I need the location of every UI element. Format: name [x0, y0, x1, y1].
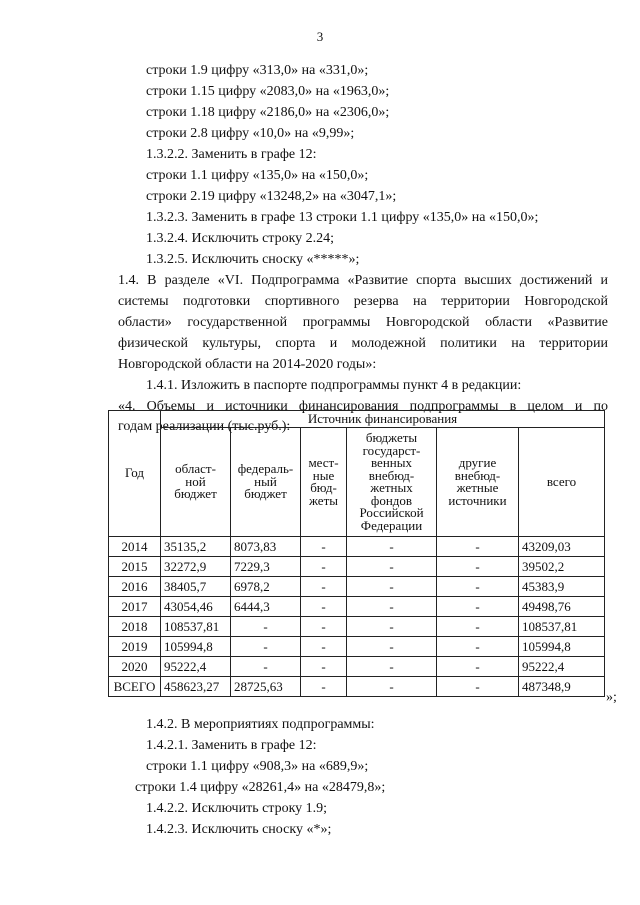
value-cell: - — [437, 557, 519, 577]
value-cell: - — [437, 537, 519, 557]
value-cell: - — [231, 657, 301, 677]
text-line: 1.4. В разделе «VI. Подпрограмма «Развитие спорта высших достижений и — [118, 273, 608, 288]
text-line: 1.4.1. Изложить в паспорте подпрограммы пункт 4 в редакции: — [146, 378, 522, 393]
text-line: области» государственной программы Новгородской области «Развитие — [118, 315, 608, 330]
value-cell: - — [301, 657, 347, 677]
value-cell: 105994,8 — [161, 637, 231, 657]
text-line: строки 2.19 цифру «13248,2» на «3047,1»; — [146, 189, 397, 204]
value-cell: - — [301, 537, 347, 557]
column-header: мест- ные бюд- жеты — [301, 428, 347, 537]
value-cell: 49498,76 — [519, 597, 605, 617]
value-cell: - — [347, 597, 437, 617]
value-cell: 6444,3 — [231, 597, 301, 617]
value-cell: 6978,2 — [231, 577, 301, 597]
value-cell: - — [437, 577, 519, 597]
value-cell: 108537,81 — [161, 617, 231, 637]
table-row — [109, 577, 605, 597]
table-row — [109, 597, 605, 617]
text-line: 1.3.2.2. Заменить в графе 12: — [146, 147, 317, 162]
value-cell: - — [301, 597, 347, 617]
column-header: област- ной бюджет — [161, 428, 231, 537]
table-row — [109, 657, 605, 677]
text-line: строки 1.4 цифру «28261,4» на «28479,8»; — [135, 780, 386, 795]
value-cell: - — [347, 677, 437, 697]
value-cell: 95222,4 — [161, 657, 231, 677]
text-line: физической культуры, спорта и молодежной политики на территории — [118, 336, 608, 351]
year-column-header: Год — [109, 411, 161, 537]
value-cell: 7229,3 — [231, 557, 301, 577]
value-cell: 38405,7 — [161, 577, 231, 597]
value-cell: - — [347, 537, 437, 557]
value-cell: - — [347, 557, 437, 577]
value-cell: 105994,8 — [519, 637, 605, 657]
text-line: годам реализации (тыс.руб.): — [118, 419, 291, 434]
value-cell: - — [301, 577, 347, 597]
text-line: 1.3.2.3. Заменить в графе 13 строки 1.1 цифру «135,0» на «150,0»; — [146, 210, 539, 225]
table-row — [109, 617, 605, 637]
value-cell: - — [437, 677, 519, 697]
value-cell: - — [437, 637, 519, 657]
value-cell: - — [301, 677, 347, 697]
column-header: федераль- ный бюджет — [231, 428, 301, 537]
value-cell: - — [301, 617, 347, 637]
value-cell: - — [437, 617, 519, 637]
text-line: строки 1.15 цифру «2083,0» на «1963,0»; — [146, 84, 390, 99]
value-cell: - — [231, 637, 301, 657]
text-line: строки 1.1 цифру «908,3» на «689,9»; — [146, 759, 369, 774]
text-line: системы подготовки спортивного резерва на территории Новгородской — [118, 294, 608, 309]
text-line: строки 1.1 цифру «135,0» на «150,0»; — [146, 168, 369, 183]
value-cell: 39502,2 — [519, 557, 605, 577]
year-cell: 2016 — [109, 577, 161, 597]
year-cell: 2017 — [109, 597, 161, 617]
text-line: 1.3.2.5. Исключить сноску «*****»; — [146, 252, 360, 267]
text-line: строки 2.8 цифру «10,0» на «9,99»; — [146, 126, 355, 141]
value-cell: 458623,27 — [161, 677, 231, 697]
table-closing-quote: »; — [606, 690, 617, 705]
text-line: 1.4.2.1. Заменить в графе 12: — [146, 738, 317, 753]
value-cell: 28725,63 — [231, 677, 301, 697]
value-cell: 43054,46 — [161, 597, 231, 617]
value-cell: 43209,03 — [519, 537, 605, 557]
text-line: 1.3.2.4. Исключить строку 2.24; — [146, 231, 335, 246]
financing-table — [108, 410, 605, 697]
value-cell: 487348,9 — [519, 677, 605, 697]
value-cell: - — [437, 657, 519, 677]
text-line: 1.4.2.2. Исключить строку 1.9; — [146, 801, 328, 816]
value-cell: 108537,81 — [519, 617, 605, 637]
text-line: «4. Объемы и источники финансирования подпрограммы в целом и по — [118, 399, 608, 414]
column-header: другие внебюд- жетные источники — [437, 428, 519, 537]
table-row — [109, 637, 605, 657]
value-cell: - — [301, 557, 347, 577]
year-cell: 2020 — [109, 657, 161, 677]
text-line: Новгородской области на 2014-2020 годы»: — [118, 357, 377, 372]
column-header: всего — [519, 428, 605, 537]
value-cell: - — [347, 657, 437, 677]
value-cell: - — [437, 597, 519, 617]
source-group-header: Источник финансирования — [161, 411, 605, 428]
text-line: строки 1.9 цифру «313,0» на «331,0»; — [146, 63, 369, 78]
value-cell: - — [301, 637, 347, 657]
column-header: бюджеты государст- венных внебюд- жетных фондов Российской Федерации — [347, 428, 437, 537]
table-row — [109, 557, 605, 577]
value-cell: 45383,9 — [519, 577, 605, 597]
year-cell: 2019 — [109, 637, 161, 657]
year-cell: 2015 — [109, 557, 161, 577]
value-cell: - — [347, 617, 437, 637]
table-row — [109, 677, 605, 697]
value-cell: 35135,2 — [161, 537, 231, 557]
text-line: 1.4.2. В мероприятиях подпрограммы: — [146, 717, 375, 732]
year-cell: 2018 — [109, 617, 161, 637]
table-row — [109, 537, 605, 557]
value-cell: 32272,9 — [161, 557, 231, 577]
year-cell: 2014 — [109, 537, 161, 557]
page-number: 3 — [316, 29, 324, 44]
text-line: строки 1.18 цифру «2186,0» на «2306,0»; — [146, 105, 390, 120]
value-cell: 95222,4 — [519, 657, 605, 677]
text-line: 1.4.2.3. Исключить сноску «*»; — [146, 822, 332, 837]
value-cell: - — [347, 637, 437, 657]
value-cell: 8073,83 — [231, 537, 301, 557]
year-cell: ВСЕГО — [109, 677, 161, 697]
value-cell: - — [231, 617, 301, 637]
value-cell: - — [347, 577, 437, 597]
